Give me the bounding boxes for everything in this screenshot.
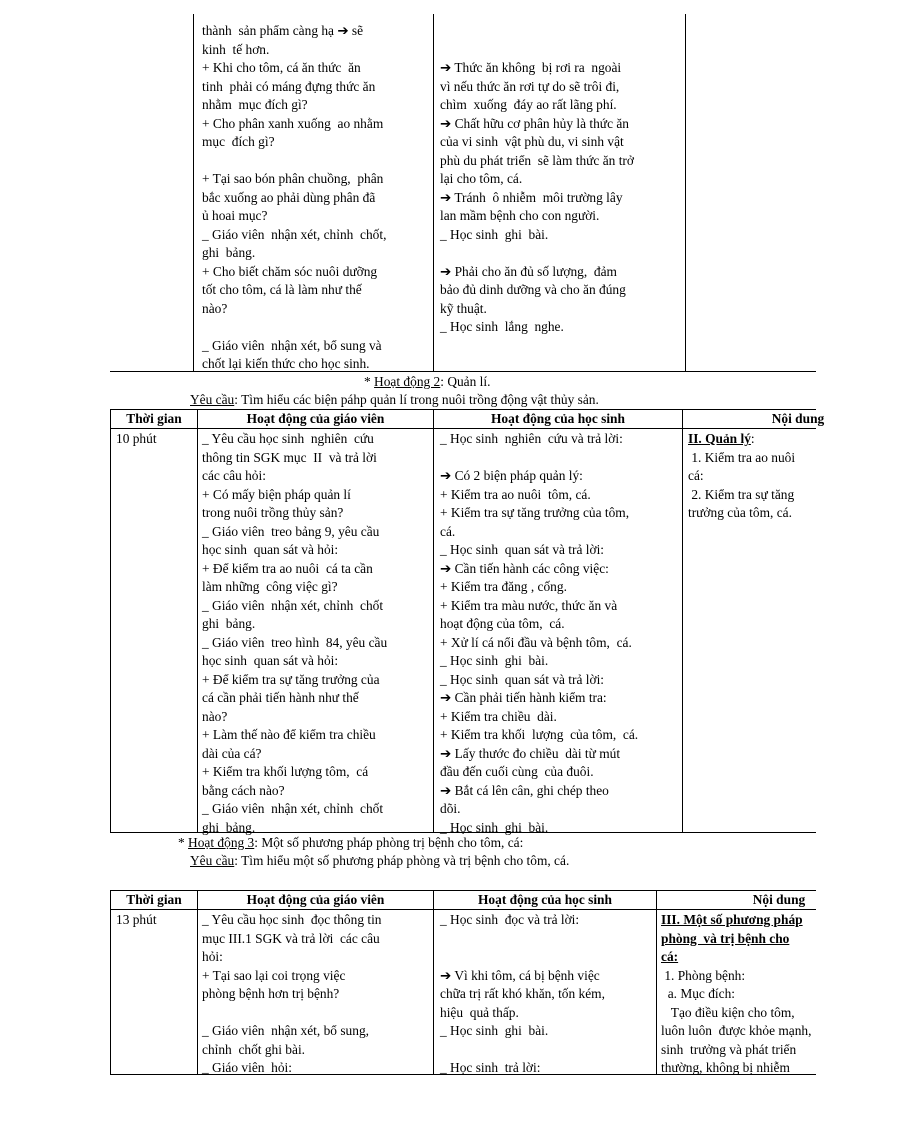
student-line: [440, 930, 655, 949]
student-line: hoạt động của tôm, cá.: [440, 616, 565, 631]
content-line: a. Mục đích:: [661, 986, 736, 1001]
table-3-header-teacher: Hoạt động của giáo viên: [246, 892, 385, 907]
teacher-line: _ Giáo viên nhận xét, bổ sung,: [202, 1023, 369, 1038]
student-line: lan mầm bệnh cho con người.: [440, 208, 600, 223]
teacher-line: tốt cho tôm, cá là làm như thế: [202, 282, 362, 297]
table-2-header-border: [110, 428, 816, 429]
content-heading-line: cá:: [661, 949, 679, 964]
activity3-label: Hoạt động 3: [188, 835, 255, 850]
teacher-line: học sinh quan sát và hỏi:: [202, 542, 339, 557]
table-2-vline-3: [682, 409, 683, 833]
student-line: đầu đến cuối cùng của đuôi.: [440, 764, 594, 779]
content-line: 2. Kiểm tra sự tăng: [688, 486, 795, 502]
table-3-vline-3: [656, 890, 657, 1075]
student-line: _ Học sinh đọc và trả lời:: [440, 912, 580, 927]
teacher-line: bắc xuống ao phải dùng phân đã: [202, 189, 376, 205]
table-3-header-border: [110, 909, 816, 910]
student-line: chữa trị rất khó khăn, tốn kém,: [440, 986, 605, 1001]
student-line: ➔ Lấy thước đo chiều dài từ mút: [440, 745, 621, 761]
student-line: ➔ Phải cho ăn đủ số lượng, đảm: [440, 263, 617, 279]
teacher-line: _ Yêu cầu học sinh đọc thông tin: [202, 912, 382, 927]
section3-teacher-cell: [202, 911, 432, 1078]
section2-student-cell: [440, 430, 681, 837]
table-2-header-student: Hoạt động của học sinh: [491, 411, 625, 426]
section1-teacher-cell: [202, 22, 430, 374]
activity3-requirement: [190, 852, 569, 870]
teacher-line: phòng bệnh hơn trị bệnh?: [202, 986, 340, 1001]
student-line: chìm xuống đáy ao rất lãng phí.: [440, 97, 617, 112]
teacher-line: nào?: [202, 708, 228, 724]
activity3-req-text: : Tìm hiểu một số phương pháp phòng và trị bệnh cho tôm, cá.: [234, 853, 570, 868]
table-2-vline-0: [110, 409, 111, 833]
student-line: _ Học sinh quan sát và trả lời:: [440, 671, 605, 687]
teacher-line: + Khi cho tôm, cá ăn thức ăn: [202, 60, 361, 75]
table-1-vline-mid: [433, 14, 434, 372]
teacher-line: + Kiểm tra khối lượng tôm, cá: [202, 764, 369, 779]
activity2-heading: [364, 373, 490, 391]
teacher-line: + Làm thế nào để kiểm tra chiều: [202, 727, 376, 742]
student-line: [440, 22, 684, 41]
teacher-line: _ Giáo viên treo bảng 9, yêu cầu: [202, 523, 380, 539]
table-1-vline-right: [685, 14, 686, 372]
student-line: [440, 449, 681, 468]
content-line: sinh trưởng và phát triển: [661, 1041, 797, 1057]
activity2-title: : Quản lí.: [440, 374, 491, 389]
activity3-prefix: *: [178, 835, 189, 850]
section3-time: 13 phút: [116, 912, 157, 927]
activity2-req-text: : Tìm hiểu các biện páhp quản lí trong nuôi trồng động vật thủy sản.: [234, 392, 599, 407]
student-line: _ Học sinh lắng nghe.: [440, 319, 564, 334]
table-3-vline-2: [433, 890, 434, 1075]
student-line: kỹ thuật.: [440, 300, 487, 316]
teacher-line: + Có mấy biện pháp quản lí: [202, 486, 351, 502]
section2-content-heading-suffix: :: [750, 431, 755, 446]
teacher-line: học sinh quan sát và hỏi:: [202, 653, 339, 668]
table-2-header-teacher: Hoạt động của giáo viên: [246, 411, 385, 426]
teacher-line: ghi bảng.: [202, 245, 256, 260]
student-line: của vi sinh vật phù du, vi sinh vật: [440, 134, 624, 149]
content-line: Tạo điều kiện cho tôm,: [661, 1004, 795, 1020]
table-2-vline-2: [433, 409, 434, 833]
section2-content-cell: [688, 430, 828, 523]
table-3-header-student: Hoạt động của học sinh: [478, 892, 612, 907]
student-line: dõi.: [440, 801, 461, 816]
teacher-line: + Tại sao bón phân chuồng, phân: [202, 171, 384, 186]
student-line: vì nếu thức ăn rơi tự do sẽ trôi đi,: [440, 78, 620, 94]
content-heading-line: III. Một số phương pháp: [661, 912, 803, 927]
content-line: cá:: [688, 468, 704, 483]
teacher-line: trong nuôi trồng thủy sản?: [202, 505, 344, 520]
table-2-header-time: Thời gian: [126, 411, 182, 426]
section1-student-cell: [440, 22, 684, 337]
student-line: _ Học sinh ghi bài.: [440, 1023, 549, 1038]
section3-content-cell: [661, 911, 816, 1078]
student-line: lại cho tôm, cá.: [440, 171, 523, 186]
table-3-header-content: Nội dung: [752, 892, 806, 907]
teacher-line: dài của cá?: [202, 745, 262, 761]
teacher-line: _ Yêu cầu học sinh nghiên cứu: [202, 431, 374, 446]
content-line: trưởng của tôm, cá.: [688, 505, 792, 520]
student-line: ➔ Bắt cá lên cân, ghi chép theo: [440, 782, 609, 798]
student-line: _ Học sinh nghiên cứu và trả lời:: [440, 431, 623, 446]
teacher-line: ủ hoai mục?: [202, 208, 268, 223]
student-line: ➔ Vì khi tôm, cá bị bệnh việc: [440, 967, 600, 983]
section2-content-heading: II. Quản lý: [688, 431, 751, 446]
activity3-heading: [178, 834, 523, 852]
content-heading-line: phòng và trị bệnh cho: [661, 930, 790, 946]
student-line: phù du phát triển sẽ làm thức ăn trở: [440, 152, 634, 168]
teacher-line: + Tại sao lại coi trọng việc: [202, 967, 346, 983]
teacher-line: chỉnh chốt ghi bài.: [202, 1041, 306, 1057]
student-line: ➔ Thức ăn không bị rơi ra ngoài: [440, 60, 622, 75]
teacher-line: mục III.1 SGK và trả lời các câu: [202, 930, 380, 946]
table-3-header-time: Thời gian: [126, 892, 182, 907]
teacher-line: mục đích gì?: [202, 134, 275, 149]
student-line: [440, 1041, 655, 1060]
teacher-line: tinh phải có máng đựng thức ăn: [202, 78, 376, 94]
teacher-line: _ Giáo viên nhận xét, chỉnh chốt: [202, 597, 384, 613]
student-line: _ Học sinh ghi bài.: [440, 819, 549, 835]
student-line: bảo đủ dinh dưỡng và cho ăn đúng: [440, 282, 626, 297]
teacher-line: _ Giáo viên nhận xét, chỉnh chốt,: [202, 226, 387, 242]
student-line: ➔ Cần tiến hành các công việc:: [440, 560, 609, 576]
teacher-line: làm những công việc gì?: [202, 579, 338, 594]
teacher-line: [202, 318, 430, 337]
teacher-line: + Cho phân xanh xuống ao nhằm: [202, 115, 384, 131]
section2-content-lines: [688, 449, 828, 523]
student-line: _ Học sinh quan sát và trả lời:: [440, 542, 605, 557]
student-line: _ Học sinh ghi bài.: [440, 653, 549, 668]
teacher-line: nhằm mục đích gì?: [202, 97, 308, 112]
activity2-req-label: Yêu cầu: [190, 392, 235, 407]
student-line: ➔ Có 2 biện pháp quản lý:: [440, 468, 583, 483]
teacher-line: thành sản phẩm càng hạ ➔ sẽ: [202, 23, 364, 38]
teacher-line: chốt lại kiến thức cho học sinh.: [202, 356, 370, 371]
table-2-vline-1: [197, 409, 198, 833]
student-line: + Kiểm tra đăng , cống.: [440, 579, 567, 594]
section3-content-heading: [661, 911, 816, 967]
student-line: _ Học sinh ghi bài.: [440, 226, 549, 242]
section3-student-cell: [440, 911, 655, 1078]
student-line: hiệu quả thấp.: [440, 1004, 519, 1020]
student-line: _ Học sinh trả lời:: [440, 1060, 541, 1075]
student-line: ➔ Cần phải tiến hành kiểm tra:: [440, 690, 607, 705]
content-line: luôn luôn được khỏe mạnh,: [661, 1023, 812, 1038]
table-1-vline-left: [193, 14, 194, 372]
activity3-req-label: Yêu cầu: [190, 853, 235, 868]
teacher-line: hỏi:: [202, 949, 223, 964]
teacher-line: + Để kiểm tra sự tăng trưởng của: [202, 671, 380, 687]
teacher-line: nào?: [202, 300, 228, 316]
student-line: + Kiểm tra màu nước, thức ăn và: [440, 597, 618, 613]
content-line: 1. Kiểm tra ao nuôi: [688, 449, 796, 465]
section2-time: 10 phút: [116, 431, 157, 446]
student-line: + Kiểm tra chiều dài.: [440, 708, 557, 724]
student-line: cá.: [440, 523, 456, 539]
student-line: + Kiểm tra khối lượng của tôm, cá.: [440, 727, 639, 742]
activity2-prefix: *: [364, 374, 375, 389]
teacher-line: + Cho biết chăm sóc nuôi dưỡng: [202, 263, 378, 279]
teacher-line: + Để kiểm tra ao nuôi cá ta cần: [202, 560, 373, 576]
teacher-line: _ Giáo viên hỏi:: [202, 1060, 293, 1075]
student-line: + Kiểm tra sự tăng trưởng của tôm,: [440, 505, 630, 520]
student-line: [440, 41, 684, 60]
student-line: ➔ Chất hữu cơ phân hủy là thức ăn: [440, 115, 629, 131]
activity3-title: : Một số phương pháp phòng trị bệnh cho tôm, cá:: [254, 835, 524, 850]
section2-teacher-cell: [202, 430, 432, 837]
teacher-line: thông tin SGK mục II và trả lời: [202, 449, 377, 465]
activity2-label: Hoạt động 2: [374, 374, 441, 389]
table-2-header-content: Nội dung: [771, 411, 825, 426]
teacher-line: _ Giáo viên nhận xét, bổ sung và: [202, 337, 382, 353]
student-line: [440, 948, 655, 967]
section3-content-lines: [661, 967, 816, 1078]
table-3-vline-1: [197, 890, 198, 1075]
activity2-requirement: [190, 391, 599, 409]
student-line: ➔ Tránh ô nhiễm môi trường lây: [440, 189, 623, 205]
teacher-line: cá cần phải tiến hành như thế: [202, 690, 359, 705]
content-line: 1. Phòng bệnh:: [661, 967, 746, 983]
student-line: + Kiểm tra ao nuôi tôm, cá.: [440, 486, 591, 502]
teacher-line: ghi bảng.: [202, 819, 256, 835]
content-line: thường, không bị nhiễm: [661, 1060, 790, 1075]
student-line: [440, 244, 684, 263]
teacher-line: bằng cách nào?: [202, 782, 285, 798]
teacher-line: kinh tế hơn.: [202, 41, 270, 57]
teacher-line: _ Giáo viên treo hình 84, yêu cầu: [202, 634, 388, 650]
teacher-line: ghi bảng.: [202, 616, 256, 631]
teacher-line: [202, 1004, 432, 1023]
student-line: + Xử lí cá nổi đầu và bệnh tôm, cá.: [440, 634, 632, 650]
teacher-line: các câu hỏi:: [202, 468, 266, 483]
teacher-line: [202, 152, 430, 171]
table-3-vline-0: [110, 890, 111, 1075]
teacher-line: _ Giáo viên nhận xét, chỉnh chốt: [202, 801, 384, 816]
